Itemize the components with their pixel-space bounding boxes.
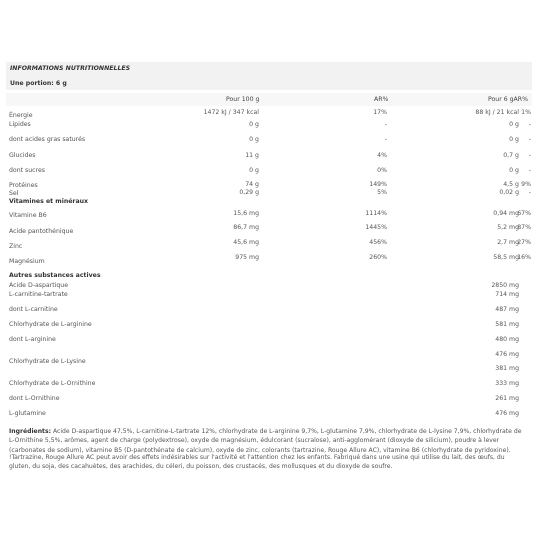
row-glutamine-v6: 476 mg bbox=[495, 410, 519, 417]
row-sucres-v100: 0 g bbox=[249, 167, 259, 174]
row-glucides-ar: 4% bbox=[377, 152, 387, 159]
ingredients-paragraph bbox=[9, 427, 527, 455]
row-b6-ar6: 67% bbox=[517, 210, 531, 217]
row-glutamine-label: L-glutamine bbox=[9, 410, 46, 417]
ingredients-text: Acide D-aspartique 47,5%, L-carnitine-L-tartrate 12%, chlorhydrate de L-arginine 9,7%, L-glutamine 7,9%, chlorhydrate de L-lysine 7,9%, chlorhydrate de L-Ornithine 5,5%, arômes, agent de charge (polydextrose), oxyde de magnésium, édulcorant (sucralose), anti-agglomérant (dioxyde de silicium), poudre à lever (carbonates de sodium), vitamine B5 (D-pantothénate de calcium), oxyde de zinc, colorants (tartrazine, Rouge Allure AC), vitamine B6 (chlorhydrate de pyridoxine). bbox=[9, 428, 522, 454]
row-sel-ar: 5% bbox=[377, 189, 387, 196]
row-energie-label: Énergie bbox=[9, 112, 33, 119]
row-satures-label: dont acides gras saturés bbox=[9, 136, 86, 143]
row-energie-ar: 17% bbox=[373, 109, 387, 116]
row-magnesium-ar6: 16% bbox=[517, 254, 531, 261]
row-proteines-label: Protéines bbox=[9, 182, 38, 189]
row-satures-v6: 0 g bbox=[509, 136, 519, 143]
row-glucides-v6: 0,7 g bbox=[503, 152, 519, 159]
row-sel-label: Sel bbox=[9, 190, 19, 197]
row-zinc-v6: 2,7 mg bbox=[497, 239, 519, 246]
row-energie-ar6: 1% bbox=[521, 109, 531, 116]
row-sel-ar6: - bbox=[528, 189, 531, 196]
row-magnesium-label: Magnésium bbox=[9, 258, 45, 265]
row-dont-arginine-v6: 480 mg bbox=[495, 336, 519, 343]
row-chl-arginine-label: Chlorhydrate de L-arginine bbox=[9, 321, 92, 328]
row-proteines-v100: 74 g bbox=[245, 181, 259, 188]
col-per6: Pour 6 gAR% bbox=[488, 96, 528, 103]
row-sel-v6: 0,02 g bbox=[499, 189, 519, 196]
row-dont-ornithine-v6: 261 mg bbox=[495, 395, 519, 402]
row-sucres-ar: 0% bbox=[377, 167, 387, 174]
row-lipides-label: Lipides bbox=[9, 121, 31, 128]
row-lipides-v6: 0 g bbox=[509, 121, 519, 128]
row-satures-v100: 0 g bbox=[249, 136, 259, 143]
row-chl-lysine-v6a: 476 mg bbox=[495, 351, 519, 358]
row-glucides-v100: 11 g bbox=[245, 152, 259, 159]
row-panto-label: Acide pantothénique bbox=[9, 228, 74, 235]
row-zinc-label: Zinc bbox=[9, 243, 23, 250]
row-dont-arginine-label: dont L-arginine bbox=[9, 336, 56, 343]
row-b6-v100: 15,6 mg bbox=[233, 210, 259, 217]
row-proteines-v6: 4,5 g bbox=[503, 181, 519, 188]
row-zinc-v100: 45,6 mg bbox=[233, 239, 259, 246]
row-panto-ar6: 87% bbox=[517, 224, 531, 231]
nutrition-title: INFORMATIONS NUTRITIONNELLES bbox=[10, 65, 131, 72]
section-autres-title: Autres substances actives bbox=[9, 272, 101, 279]
row-lcarnitine-tartrate-v6: 714 mg bbox=[495, 291, 519, 298]
row-proteines-ar: 149% bbox=[369, 181, 387, 188]
row-magnesium-v100: 975 mg bbox=[235, 254, 259, 261]
row-proteines-ar6: 9% bbox=[521, 181, 531, 188]
row-satures-ar6: - bbox=[528, 136, 531, 143]
row-b6-ar: 1114% bbox=[365, 210, 387, 217]
row-zinc-ar: 456% bbox=[369, 239, 387, 246]
row-zinc-ar6: 27% bbox=[517, 239, 531, 246]
row-dont-lcarnitine-label: dont L-carnitine bbox=[9, 306, 58, 313]
row-energie-v100: 1472 kJ / 347 kcal bbox=[203, 109, 259, 116]
section-vitamines-title: Vitamines et minéraux bbox=[9, 198, 89, 205]
ingredients-label: Ingrédients: bbox=[9, 428, 52, 435]
row-magnesium-ar: 260% bbox=[369, 254, 387, 261]
row-magnesium-v6: 58,5 mg bbox=[493, 254, 519, 261]
row-lipides-ar6: - bbox=[528, 121, 531, 128]
row-b6-label: Vitamine B6 bbox=[9, 212, 47, 219]
col-per100: Pour 100 g bbox=[226, 96, 260, 103]
row-chl-lysine-v6b: 381 mg bbox=[495, 365, 519, 372]
row-sucres-label: dont sucres bbox=[9, 167, 46, 174]
row-energie-v6: 88 kJ / 21 kcal bbox=[475, 109, 519, 116]
row-daspartique-label: Acide D-aspartique bbox=[9, 282, 69, 289]
row-dont-lcarnitine-v6: 487 mg bbox=[495, 306, 519, 313]
row-b6-v6: 0,94 mg bbox=[493, 210, 519, 217]
row-daspartique-v6: 2850 mg bbox=[491, 282, 519, 289]
row-panto-ar: 1445% bbox=[365, 224, 387, 231]
row-lcarnitine-tartrate-label: L-carnitine-tartrate bbox=[9, 291, 68, 298]
row-sucres-v6: 0 g bbox=[509, 167, 519, 174]
row-panto-v100: 86,7 mg bbox=[233, 224, 259, 231]
row-chl-ornithine-label: Chlorhydrate de L-Ornithine bbox=[9, 380, 96, 387]
row-lipides-ar: - bbox=[384, 121, 387, 128]
col-ar: AR% bbox=[374, 96, 389, 103]
row-glucides-ar6: - bbox=[528, 152, 531, 159]
row-chl-arginine-v6: 581 mg bbox=[495, 321, 519, 328]
row-sel-v100: 0,29 g bbox=[239, 189, 259, 196]
row-glucides-label: Glucides bbox=[9, 152, 36, 159]
row-panto-v6: 5,2 mg bbox=[497, 224, 519, 231]
column-header-band bbox=[6, 93, 532, 106]
portion-label: Une portion: 6 g bbox=[10, 80, 67, 87]
row-chl-ornithine-v6: 333 mg bbox=[495, 380, 519, 387]
row-sucres-ar6: - bbox=[528, 167, 531, 174]
row-satures-ar: - bbox=[384, 136, 387, 143]
allergen-notice: !Tartrazine, Rouge Allure AC peut avoir des effets indésirables sur l'activité et l'attention chez les enfants. Fabriqué dans une usine qui utilise du lait, des œufs, du gluten, du soja, des cacahuètes, des arachides, du céleri, du poisson, des crustacés, des mollusques et du dioxyde de soufre. bbox=[9, 454, 505, 471]
row-lipides-v100: 0 g bbox=[249, 121, 259, 128]
row-chl-lysine-label: Chlorhydrate de L-Lysine bbox=[9, 358, 86, 365]
row-dont-ornithine-label: dont L-Ornithine bbox=[9, 395, 60, 402]
